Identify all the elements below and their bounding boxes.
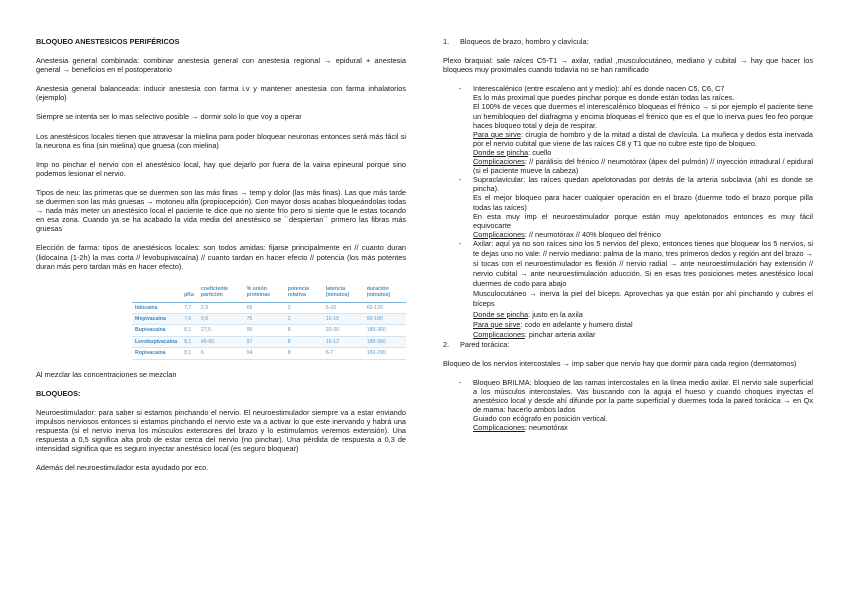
table-cell: 160-290: [364, 348, 406, 359]
text-line: [473, 230, 813, 239]
paragraph-mielina: Los anestésicos locales tienen que atravesar la mielina para poder bloquear neuronas entonces será más fácil si la neurona es fina (sin mielina) que gruesa (con mielina): [36, 131, 406, 150]
list-item-brilma: [443, 378, 813, 433]
paragraph-eleccion-farma: Elección de farma: tipos de anestésicos locales: son todos amidas: fijarse principalmente en // cuanto duran (lidocaína (1-2h) la mas corta // levobupivacaína) // cuanto tardan en hacer efecto // potencia (los más potentes duran más pero tardan más en hacer efecto).: [36, 243, 406, 271]
table-cell: 10-12: [323, 336, 364, 347]
table-cell: 45-60: [198, 336, 244, 347]
label-text: : // parálisis del frénico // neumotórax (ápex del pulmón) // inyección intradural / epidural (si el paciente mueve la cabeza): [473, 157, 813, 176]
table-row: [132, 302, 406, 313]
table-header: [132, 283, 181, 302]
table-cell: 8: [285, 348, 323, 359]
list-item-axilar: [443, 239, 813, 340]
table-cell: lidocaína: [132, 302, 181, 313]
table-cell: 27,5: [198, 325, 244, 336]
document-title: BLOQUEO ANESTESICOS PERIFÉRICOS: [36, 37, 180, 46]
table-cell: 75: [244, 313, 285, 324]
table-cell: 94: [244, 348, 285, 359]
text-line: Axilar: aquí ya no son raíces sino los 5 nervios del plexo, entonces tienes que bloquear los 5 nervios, si te dejas uno no vale: // nervio mediano: palma de la mano, tres primeros dedos y región ant del brazo → si tocas con el neuroestimulador es flexión // nervio radial → ante neuroestimulación hay extensión // nervio cubital → ante neuroestimulación aducción. Si en esas tres posiciones metes anestésico local duermes de codo para abajo: [473, 238, 813, 289]
text-line: Interescalénico (entre escaleno ant y medio): ahí es donde nacen C5, C6, C7: [473, 84, 725, 94]
table-header: coeficiente partición: [198, 283, 244, 302]
table-header: latencia (minutos): [323, 283, 364, 302]
paragraph-selectivo: Siempre se intenta ser lo mas selectivo posible → dormir solo lo que voy a operar: [36, 112, 302, 122]
underlined-label: Para que sirve: [473, 129, 521, 139]
table-cell: Levobupivacaína: [132, 336, 181, 347]
underlined-label: Donde se pincha: [473, 309, 529, 319]
list-bullet: -: [459, 84, 462, 94]
table-header: potencia relativa: [285, 283, 323, 302]
paragraph-intercostales: Bloqueo de los nervios intercostales → imp saber que nervio hay que dormir para cada region (dermatomos): [443, 358, 797, 368]
section-heading-bloqueos: BLOQUEOS:: [36, 388, 81, 398]
table-cell: 65: [244, 302, 285, 313]
text-line: El 100% de veces que duermes el interescalénico bloqueas el frénico → si por ejemplo el paciente tiene un hemibloqueo del diafragma y encima bloqueas el frénico que es el que lo inerva pues feo feo porque haces bloqueo total y deja de respirar.: [473, 102, 813, 130]
table-cell: 8,1: [181, 336, 198, 347]
text-line: [473, 423, 813, 432]
text-line: [473, 130, 813, 148]
text-line: En esta muy imp el neuroestimulador porque están muy apelotonados entonces es muy fácil equivocarte: [473, 211, 813, 230]
list-item-body: [473, 239, 813, 340]
list-item-supraclavicular: [443, 175, 813, 239]
label-text: : neumotórax: [524, 423, 568, 433]
paragraph-anestesia-combinada: Anestesia general combinada: combinar anestesia general con anestesia regional → epidural + anestesia general → beneficios en el postoperatorio: [36, 56, 406, 75]
table-cell: 5-10: [323, 302, 364, 313]
text-line: Supraclavicular: las raíces quedan apelotonadas por detrás de la arteria subclavia (ahí es donde se pincha).: [473, 175, 813, 194]
paragraph-no-pinchar: Imp no pinchar el nervio con el anestésico local, hay que dejarlo por fuera de la vaina epineural porque sino podemos lesionar el nervio.: [36, 159, 406, 178]
list-bullet: -: [459, 378, 462, 387]
table-header: pKa: [181, 283, 198, 302]
text-line: [473, 157, 813, 175]
paragraph-eco: Además del neuroestimulador esta ayudado por eco.: [36, 463, 209, 473]
text-line: Bloqueo BRILMA: bloqueo de las ramas intercostales en la línea medio axilar. El nervio sale superficial a los músculos intercostales. Vas buscando con la aguja el hueso y cuando choques inyectas el anestésico local y desde ahí difunde por la parte superficial y duermes toda la pared torácica → en Qx de mama: hacerlo ambos lados: [473, 378, 813, 415]
table-cell: 0,8: [198, 313, 244, 324]
list-item-body: [473, 84, 813, 175]
paragraph-anestesia-balanceada: Anestesia general balanceada: inducir anestesia con farma i.v y mantener anestesia con farma inhalatorios (ejemplo): [36, 84, 406, 103]
text-line: Es el mejor bloqueo para hacer cualquier operación en el brazo (duerme todo el brazo porque pilla todas las raíces): [473, 193, 813, 212]
table-header: duración (minutos): [364, 283, 406, 302]
table-cell: 2,9: [198, 302, 244, 313]
label-text: : codo en adelante y humero distal: [520, 319, 633, 329]
paragraph-neuroestimulador: Neuroestimulador: para saber si estamos pinchando el nervio. El neuroestimulador siempre va a estar enviando impulsos nerviosos entonces si estamos pinchando el nervio este va a activar lo que este inervando y habrá una respuesta (si el nervio inerva los músculos extensores del brazo y lo estimulamos veremos extensión). Una respuesta a 0,5 significa alta prob de estar cerca del nervio (no pinchar). Una pérdida de respuesta a 0,3 de intensidad significa que es seguro inyectar anestésico local (es seguro bloquear): [36, 407, 406, 454]
underlined-label: Para que sirve: [473, 319, 521, 329]
table-cell: 95: [244, 325, 285, 336]
heading-text: Bloqueos de brazo, hombro y clavícula:: [460, 37, 589, 46]
text-line: Musculocutáneo → inerva la piel del bíceps. Aprovechas ya que están por ahí pinchando y cubres el bíceps: [473, 289, 813, 309]
table-cell: 180-360: [364, 325, 406, 336]
underlined-label: Complicaciones: [473, 423, 525, 433]
table-cell: Ropivacaína: [132, 348, 181, 359]
text-line: [473, 330, 813, 340]
table-cell: 90-180: [364, 313, 406, 324]
text-line: Guiado con ecógrafo en posición vertical.: [473, 414, 608, 424]
table-cell: 180-360: [364, 336, 406, 347]
numbered-heading-1: [443, 37, 813, 46]
paragraph-plexo-braquial: Plexo braquial: sale raíces C5-T1 → axilar, radial ,musculocutáneo, mediano y cubital → hay que hacer los bloqueos muy proximales cuando todavía no se han ramificado: [443, 56, 813, 75]
label-text: : cuello: [528, 147, 552, 157]
text-line: [473, 310, 813, 320]
table-cell: 7,6: [181, 313, 198, 324]
label-text: : pinchar arteria axilar: [524, 329, 596, 339]
paragraph-mezclar: Al mezclar las concentraciones se mezclan: [36, 369, 177, 379]
table-cell: 2: [285, 302, 323, 313]
underlined-label: Complicaciones: [473, 229, 525, 239]
table-header-row: [132, 283, 406, 302]
table-cell: 8,1: [181, 325, 198, 336]
table-cell: 10-15: [323, 313, 364, 324]
table-row: [132, 348, 406, 359]
paragraph-tipos-neu: Tipos de neu: las primeras que se duermen son las más finas → temp y dolor (las más finas). Las que más tarde se duermen son las más gruesas → motoneu alfa (propiocepción). Con mayor dosis acabas bloqueándolas todas → nada más meter un anestésico local el paciente te dice que no siente frío pero si siente que le estas tocando en esa zona. Cuando ya se ha acabado la vida media del anestésico se ´´despiertan´´ primero las fibras más gruesas: [36, 187, 406, 234]
table-cell: Mepivacaína: [132, 313, 181, 324]
label-text: : justo en la axila: [528, 309, 583, 319]
list-item-body: [473, 378, 813, 433]
table-cell: 8: [285, 325, 323, 336]
table-cell: 2: [285, 313, 323, 324]
table-cell: Bupivacaína: [132, 325, 181, 336]
table-row: [132, 325, 406, 336]
text-line: Es lo más proximal que puedes pinchar porque es donde están todas las raíces.: [473, 93, 735, 103]
list-number: 1.: [443, 37, 450, 46]
underlined-label: Complicaciones: [473, 157, 525, 167]
table-cell: 6-7: [323, 348, 364, 359]
list-bullet: -: [459, 175, 462, 185]
text-line: [473, 320, 813, 330]
table-header: % unión proteínas: [244, 283, 285, 302]
left-column: [36, 37, 406, 482]
table-cell: 8: [285, 336, 323, 347]
numbered-heading-2: [443, 340, 813, 349]
table-cell: 20-30: [323, 325, 364, 336]
list-bullet: -: [459, 238, 462, 248]
table-row: [132, 313, 406, 324]
table-cell: 6: [198, 348, 244, 359]
anesthetics-table: [132, 283, 406, 360]
table-cell: 8,1: [181, 348, 198, 359]
underlined-label: Donde se pincha: [473, 147, 529, 157]
heading-text: Pared torácica:: [460, 339, 510, 349]
list-item-interescalenico: [443, 84, 813, 175]
table-row: [132, 336, 406, 347]
list-number: 2.: [443, 339, 450, 349]
table-cell: 7,7: [181, 302, 198, 313]
label-text: : cirugía de hombro y de la mitad a distal de clavícula. La muñeca y dedos esta inervada por el nervio cubital que viene de las raíces C8 y T1 que no cubre este tipo de bloqueo.: [473, 129, 813, 148]
text-line: [473, 148, 813, 157]
right-column: [443, 37, 813, 433]
label-text: : // neumotórax // 40% bloqueo del frénico: [524, 229, 661, 239]
list-item-body: [473, 175, 813, 239]
underlined-label: Complicaciones: [473, 329, 525, 339]
table-cell: 97: [244, 336, 285, 347]
table-cell: 60-120: [364, 302, 406, 313]
